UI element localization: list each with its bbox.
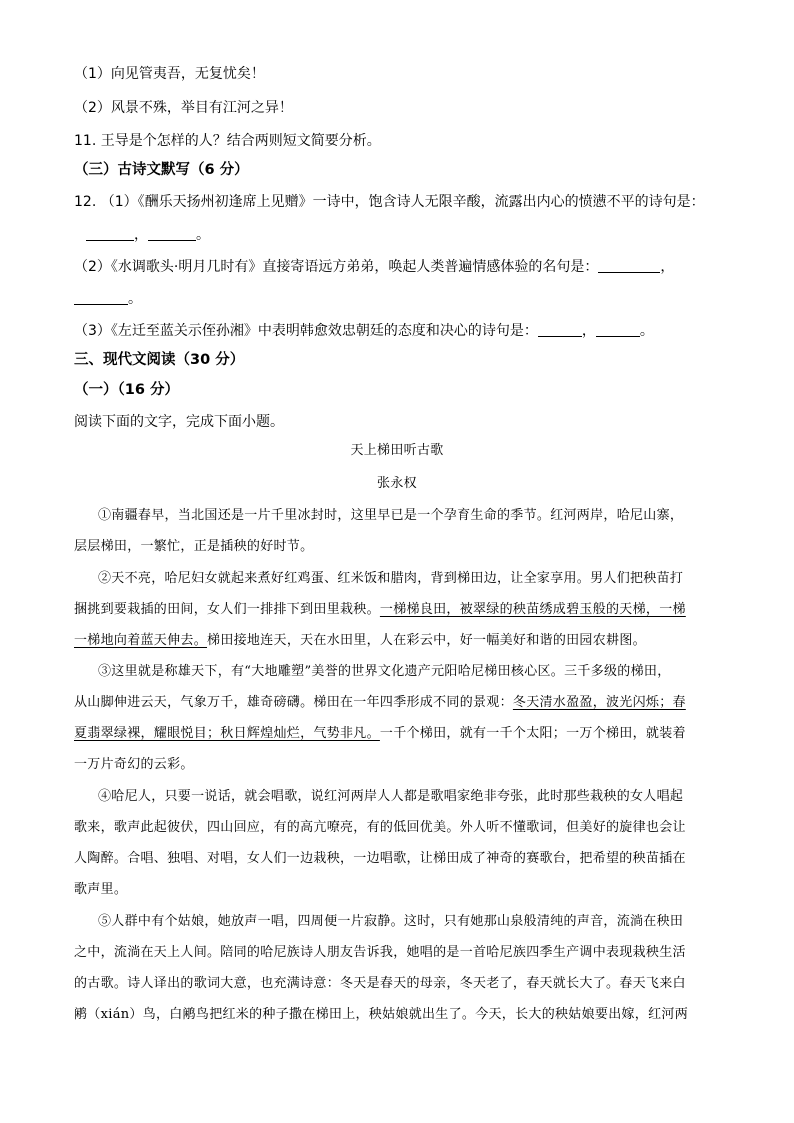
answer-blank[interactable]: [86, 226, 134, 241]
plain-text: 梯田接地连天，天在水田里，人在彩云中，好一幅美好和谐的田园农耕图。: [207, 633, 646, 648]
question-12-item-1-answer: [86, 225, 210, 245]
question-10-item-2: （2）风景不殊，举目有江河之异！: [74, 100, 293, 116]
paragraph-3-line-4: 一万片奇幻的云彩。: [74, 757, 194, 772]
answer-blank[interactable]: [74, 290, 128, 305]
question-11: 11. 王导是个怎样的人？结合两则短文简要分析。: [74, 133, 381, 149]
underlined-sentence: 一梯地向着蓝天伸去。: [74, 633, 208, 648]
comma-text: ，: [134, 227, 148, 243]
underlined-sentence: 夏翡翠绿裸，耀眼悦目；秋日辉煌灿烂，气势非凡。: [74, 726, 380, 741]
reading-instruction: 阅读下面的文字，完成下面小题。: [74, 414, 284, 430]
underlined-sentence: 冬天清水盈盈，波光闪烁；春: [512, 695, 686, 710]
period-text: 。: [128, 291, 142, 307]
plain-text: 一千个梯田，就有一千个太阳；一万个梯田，就装着: [379, 726, 686, 741]
answer-blank[interactable]: [596, 322, 640, 337]
paragraph-3-line-2: [74, 693, 686, 713]
paragraph-2-line-3: [74, 631, 646, 651]
comma-text: ，: [660, 259, 675, 275]
section-poetry-heading: （三）古诗文默写（6 分）: [74, 162, 249, 178]
question-12-item-3: [74, 321, 654, 341]
paragraph-4-line-4: 歌声里。: [74, 882, 128, 897]
paragraph-4-line-2: 歌来，歌声此起彼伏，四山回应，有的高亢嘹亮，有的低回优美。外人听不懂歌词，但美好的旋律也会让: [74, 820, 686, 835]
paragraph-5-line-4: 鹇（xián）鸟，白鹇鸟把红米的种子撒在梯田上，秧姑娘就出生了。今天，长大的秧姑娘要出嫁，红河两: [74, 1007, 689, 1022]
paragraph-3-line-3: [74, 724, 686, 744]
period-text: 。: [196, 227, 210, 243]
underlined-sentence: 一梯梯良田，被翠绿的秧苗绣成碧玉般的天梯，一梯: [379, 602, 686, 617]
answer-blank[interactable]: [538, 322, 582, 337]
question-12-item-2: [74, 257, 674, 277]
paragraph-4-line-1: ④哈尼人，只要一说话，就会唱歌，说红河两岸人人都是歌唱家绝非夸张，此时那些栽秧的女人唱起: [98, 789, 684, 804]
paragraph-1-line-2: 层层梯田，一繁忙，正是插秧的好时节。: [74, 539, 314, 554]
question-12-item-2-answer: [74, 289, 142, 309]
answer-blank[interactable]: [598, 258, 660, 273]
paragraph-1-line-1: ①南疆春早，当北国还是一片千里冰封时，这里早已是一个孕育生命的季节。红河两岸，哈尼山寨，: [98, 508, 684, 523]
plain-text: 从山脚伸进云天，气象万千，雄奇磅礴。梯田在一年四季形成不同的景观：: [74, 695, 513, 710]
paragraph-5-line-3: 的古歌。诗人译出的歌词大意，也充满诗意：冬天是春天的母亲，冬天老了，春天就长大了。春天飞来白: [74, 976, 686, 991]
answer-blank[interactable]: [148, 226, 196, 241]
article-title: 天上梯田听古歌: [350, 443, 444, 458]
paragraph-2-line-1: ②天不亮，哈尼妇女就起来煮好红鸡蛋、红米饭和腊肉，背到梯田边，让全家享用。男人们把秧苗打: [98, 571, 684, 586]
paragraph-3-line-1: ③这里就是称雄天下，有“大地雕塑”美誉的世界文化遗产元阳哈尼梯田核心区。三千多级的梯田，: [98, 664, 671, 679]
paragraph-5-line-2: 之中，流淌在天上人间。陪同的哈尼族诗人朋友告诉我，她唱的是一首哈尼族四季生产调中表现栽秧生活: [74, 945, 686, 960]
plain-text: 捆挑到要栽插的田间，女人们一排排下到田里栽秧。: [74, 602, 380, 617]
paragraph-2-line-2: [74, 600, 686, 620]
question-12-item-3-text: （3）《左迁至蓝关示侄孙湘》中表明韩愈效忠朝廷的态度和决心的诗句是：: [74, 323, 538, 339]
question-10-item-1: （1）向见管夷吾，无复忧矣！: [74, 66, 265, 82]
comma-text: ，: [581, 323, 596, 339]
paragraph-4-line-3: 人陶醉。合唱、独唱、对唱，女人们一边栽秧，一边唱歌，让梯田成了神奇的赛歌台，把希望的秧苗插在: [74, 851, 686, 866]
question-12-item-2-text: （2）《水调歌头·明月几时有》直接寄语远方弟弟，唤起人类普遍情感体验的名句是：: [74, 259, 599, 275]
paragraph-5-line-1: ⑤人群中有个姑娘，她放声一唱，四周便一片寂静。这时，只有她那山泉般清纯的声音，流淌在秧田: [98, 914, 684, 929]
section-modern-heading: 三、现代文阅读（30 分）: [74, 352, 245, 368]
question-12-item-1: 12. （1）《酬乐天扬州初逢席上见赠》一诗中，饱含诗人无限辛酸，流露出内心的愤懑不平的诗句是：: [74, 194, 705, 210]
period-text: 。: [639, 323, 654, 339]
section-modern-sub-heading: （一）（16 分）: [74, 382, 179, 398]
article-author: 张永权: [377, 476, 417, 491]
